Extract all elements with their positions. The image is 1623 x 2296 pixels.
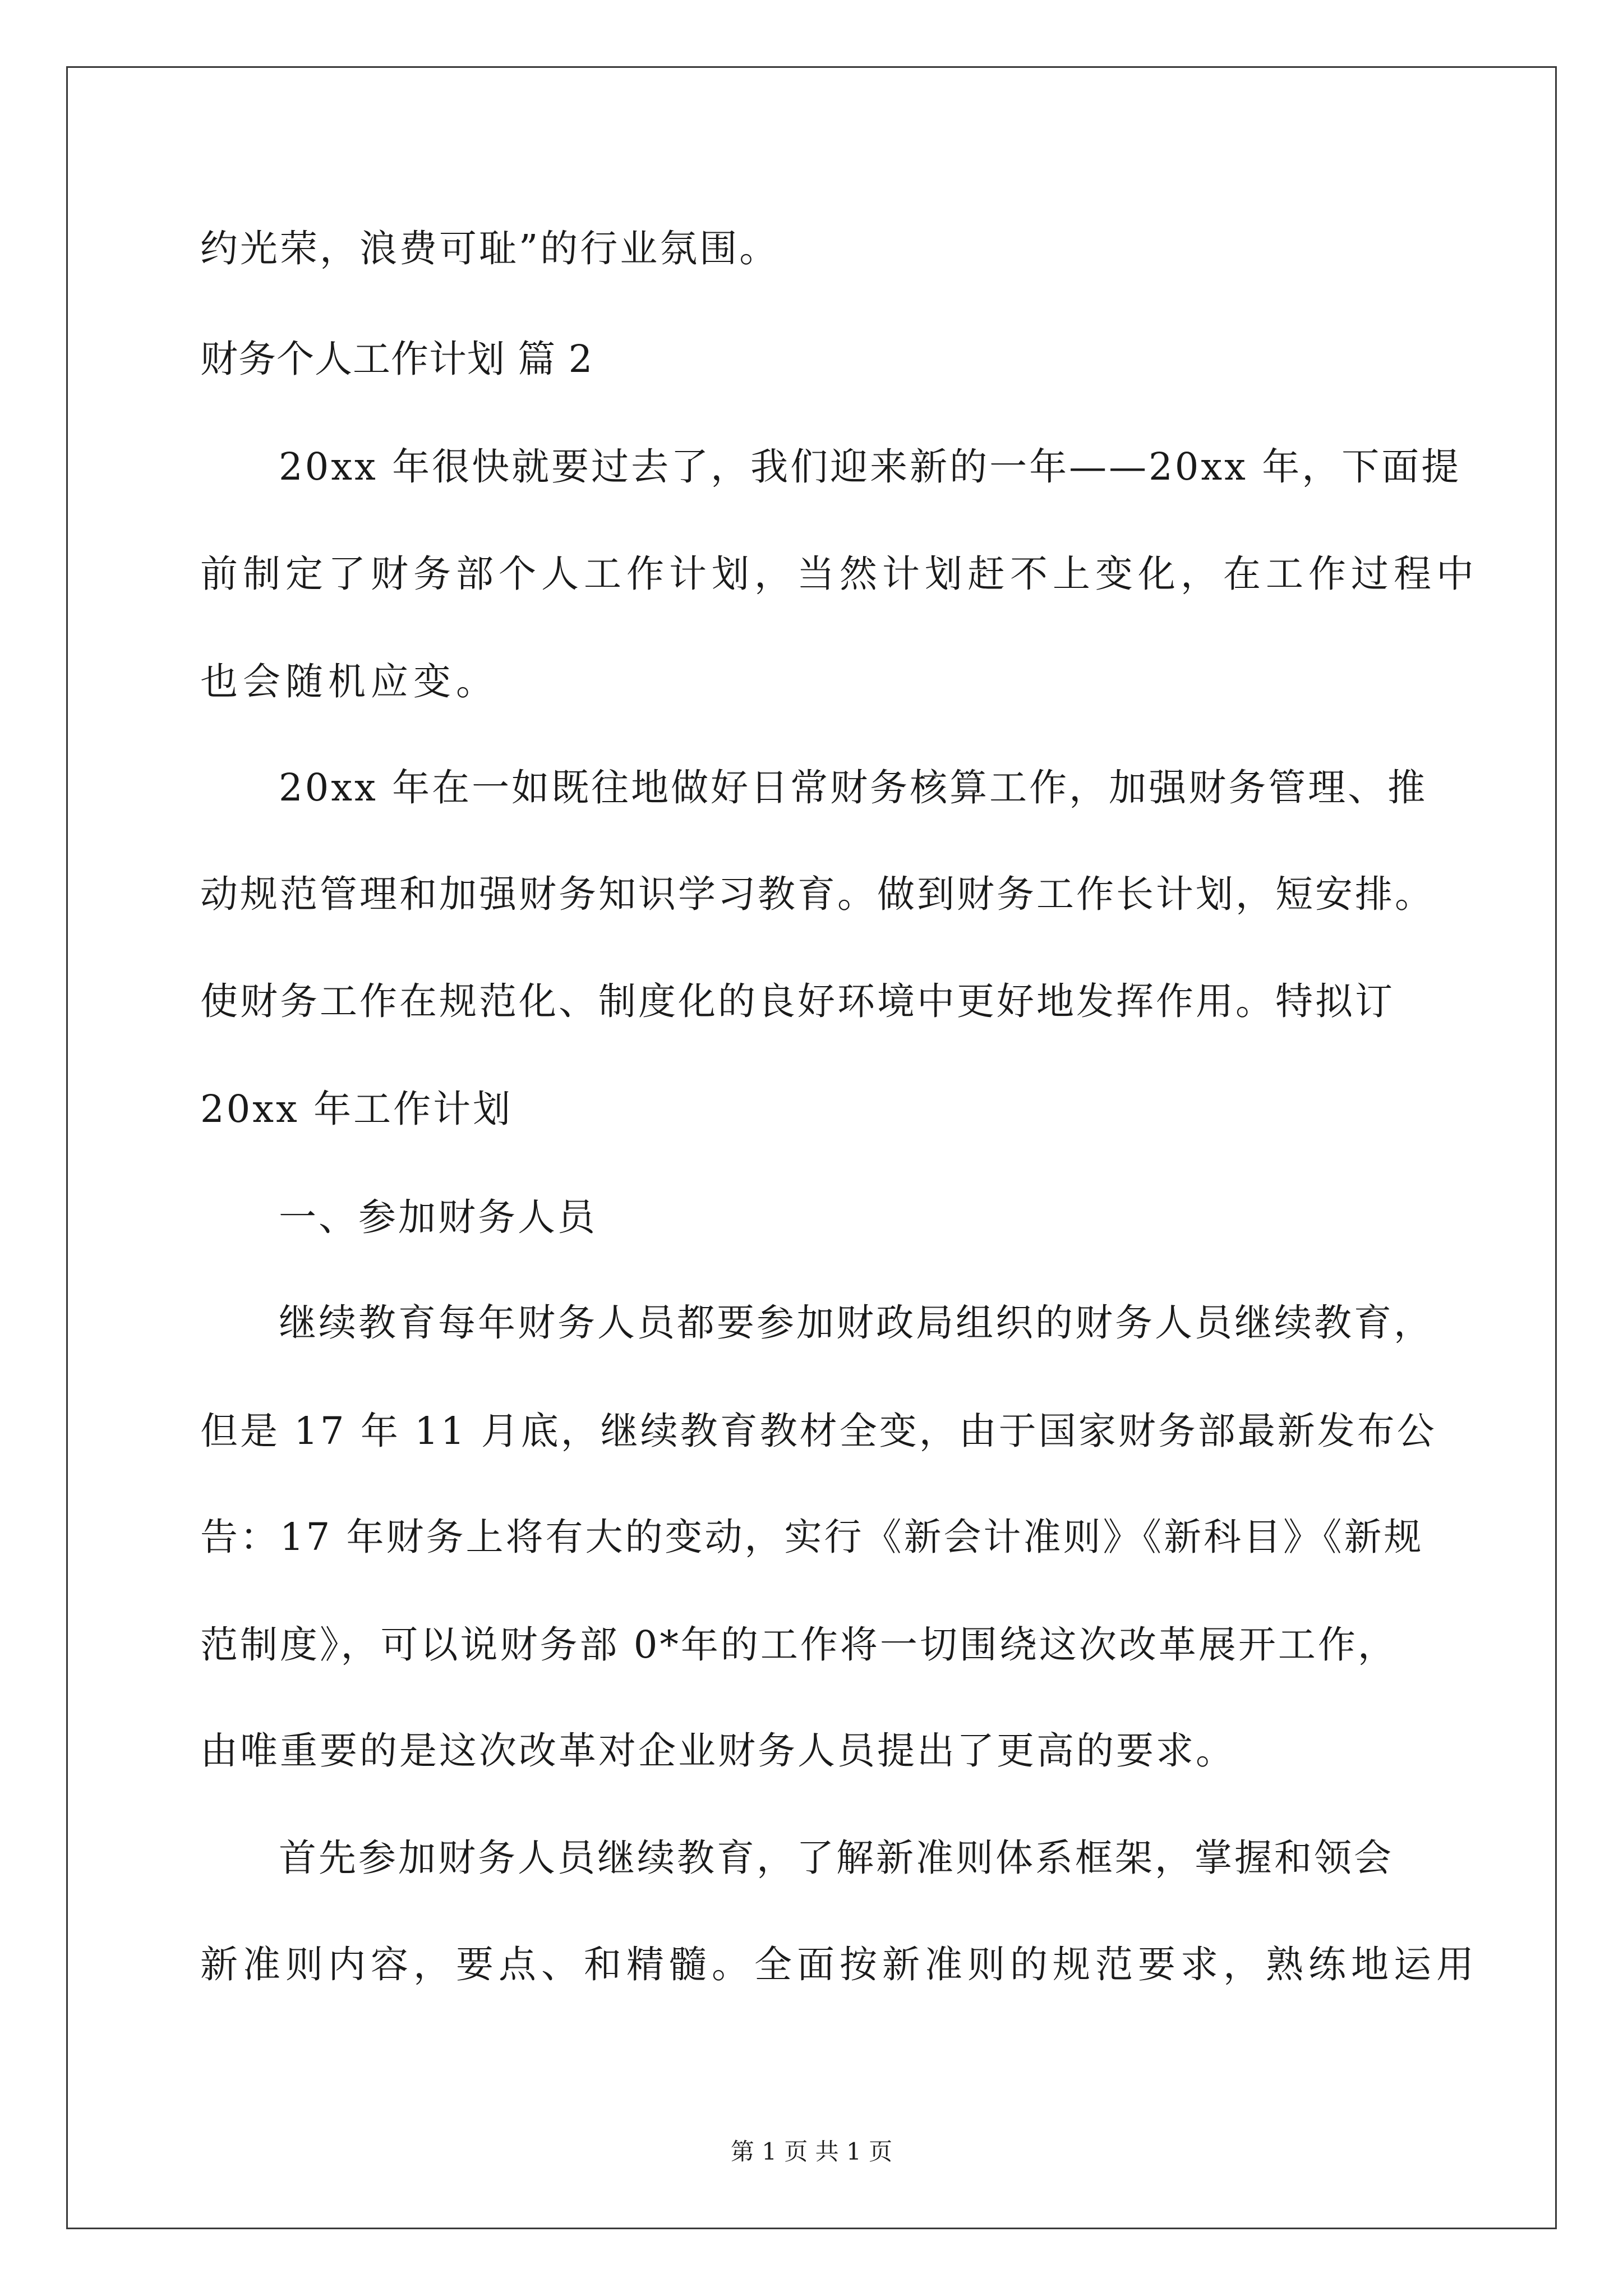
paragraph-line: 继续教育每年财务人员都要参加财政局组织的财务人员继续教育， xyxy=(279,1301,1433,1345)
paragraph-line: 新准则内容，要点、和精髓。全面按新准则的规范要求，熟练地运用 xyxy=(200,1943,1479,1986)
paragraph-line: 约光荣，浪费可耻”的行业氛围。 xyxy=(200,227,780,270)
paragraph-line: 前制定了财务部个人工作计划，当然计划赶不上变化，在工作过程中 xyxy=(200,552,1479,596)
paragraph-line: 告：17 年财务上将有大的变动，实行《新会计准则》《新科目》《新规 xyxy=(200,1515,1424,1559)
section-heading: 财务个人工作计划 篇 2 xyxy=(200,337,593,381)
page-number-footer: 第 1 页 共 1 页 xyxy=(730,2138,893,2165)
paragraph-line: 20xx 年在一如既往地做好日常财务核算工作，加强财务管理、推 xyxy=(279,766,1428,809)
paragraph-line: 20xx 年工作计划 xyxy=(200,1087,513,1131)
paragraph-line: 但是 17 年 11 月底，继续教育教材全变，由于国家财务部最新发布公 xyxy=(200,1409,1437,1453)
paragraph-line: 由唯重要的是这次改革对企业财务人员提出了更高的要求。 xyxy=(200,1729,1235,1773)
paragraph-line: 动规范管理和加强财务知识学习教育。做到财务工作长计划，短安排。 xyxy=(200,872,1435,916)
paragraph-line: 范制度》，可以说财务部 0*年的工作将一切围绕这次改革展开工作， xyxy=(200,1623,1398,1667)
paragraph-line: 首先参加财务人员继续教育，了解新准则体系框架，掌握和领会 xyxy=(279,1836,1394,1880)
page-border xyxy=(66,66,1557,2229)
paragraph-line: 也会随机应变。 xyxy=(200,660,499,703)
paragraph-line: 20xx 年很快就要过去了，我们迎来新的一年——20xx 年，下面提 xyxy=(279,445,1461,489)
subsection-heading: 一、参加财务人员 xyxy=(279,1195,597,1239)
paragraph-line: 使财务工作在规范化、制度化的良好环境中更好地发挥作用。特拟订 xyxy=(200,979,1395,1023)
